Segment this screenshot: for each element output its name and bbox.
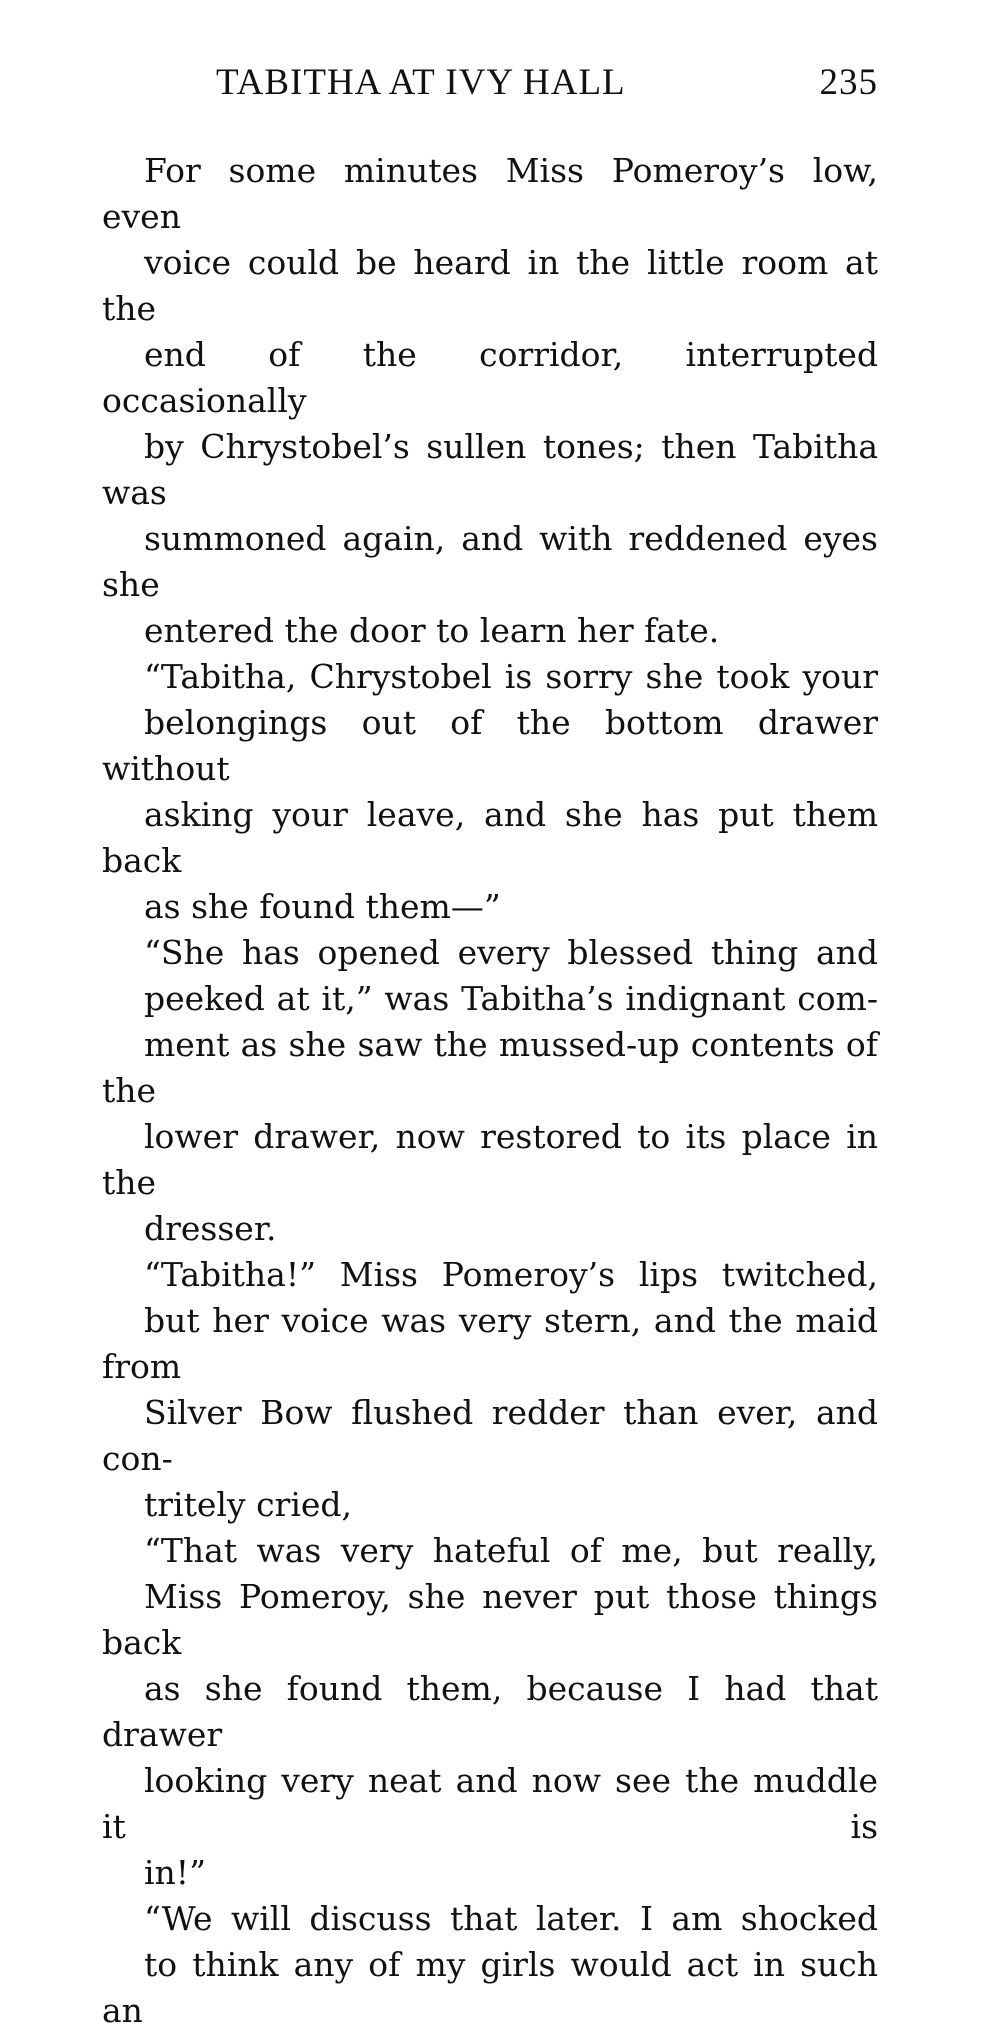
paragraph — [102, 654, 878, 930]
text-line: belongings out of the bottom drawer without — [102, 703, 878, 788]
text-line: “We will discuss that later. I am shocked — [144, 1899, 878, 1938]
text-line: “Tabitha!” Miss Pomeroy’s lips twitched, — [144, 1255, 878, 1294]
body-text — [102, 148, 878, 2034]
text-line: in!” — [144, 1853, 206, 1892]
text-line: to think any of my girls would act in such an — [102, 1945, 878, 2030]
text-line: end of the corridor, interrupted occasionally — [102, 335, 878, 420]
text-line: as she found them, because I had that drawer — [102, 1669, 878, 1754]
text-line: looking very neat and now see the muddle it is — [102, 1761, 878, 1846]
running-head-title: TABITHA AT IVY HALL — [216, 62, 626, 103]
text-line: “That was very hateful of me, but really, — [144, 1531, 878, 1570]
text-line: by Chrystobel’s sullen tones; then Tabitha was — [102, 427, 878, 512]
paragraph — [102, 148, 878, 654]
paragraph — [102, 930, 878, 1252]
text-line: For some minutes Miss Pomeroy’s low, even — [102, 151, 878, 236]
text-line: “Tabitha, Chrystobel is sorry she took your — [144, 657, 878, 696]
text-line: summoned again, and with reddened eyes she — [102, 519, 878, 604]
text-line: voice could be heard in the little room at the — [102, 243, 878, 328]
text-line: lower drawer, now restored to its place in the — [102, 1117, 878, 1202]
text-line: tritely cried, — [144, 1485, 353, 1524]
text-line: Miss Pomeroy, she never put those things back — [102, 1577, 878, 1662]
text-line: but her voice was very stern, and the maid from — [102, 1301, 878, 1386]
text-line: ment as she saw the mussed-up contents of the — [102, 1025, 878, 1110]
paragraph — [102, 1252, 878, 1528]
text-line: dresser. — [144, 1209, 277, 1248]
paragraph — [102, 1896, 878, 2034]
running-head — [216, 60, 878, 106]
text-line: entered the door to learn her fate. — [144, 611, 720, 650]
text-line: peeked at it,” was Tabitha’s indignant com- — [144, 979, 878, 1018]
text-line: “She has opened every blessed thing and — [144, 933, 878, 972]
paragraph — [102, 1528, 878, 1896]
text-line: as she found them—” — [144, 887, 501, 926]
page-number: 235 — [819, 62, 878, 103]
text-line: asking your leave, and she has put them back — [102, 795, 878, 880]
text-line: Silver Bow flushed redder than ever, and con- — [102, 1393, 878, 1478]
